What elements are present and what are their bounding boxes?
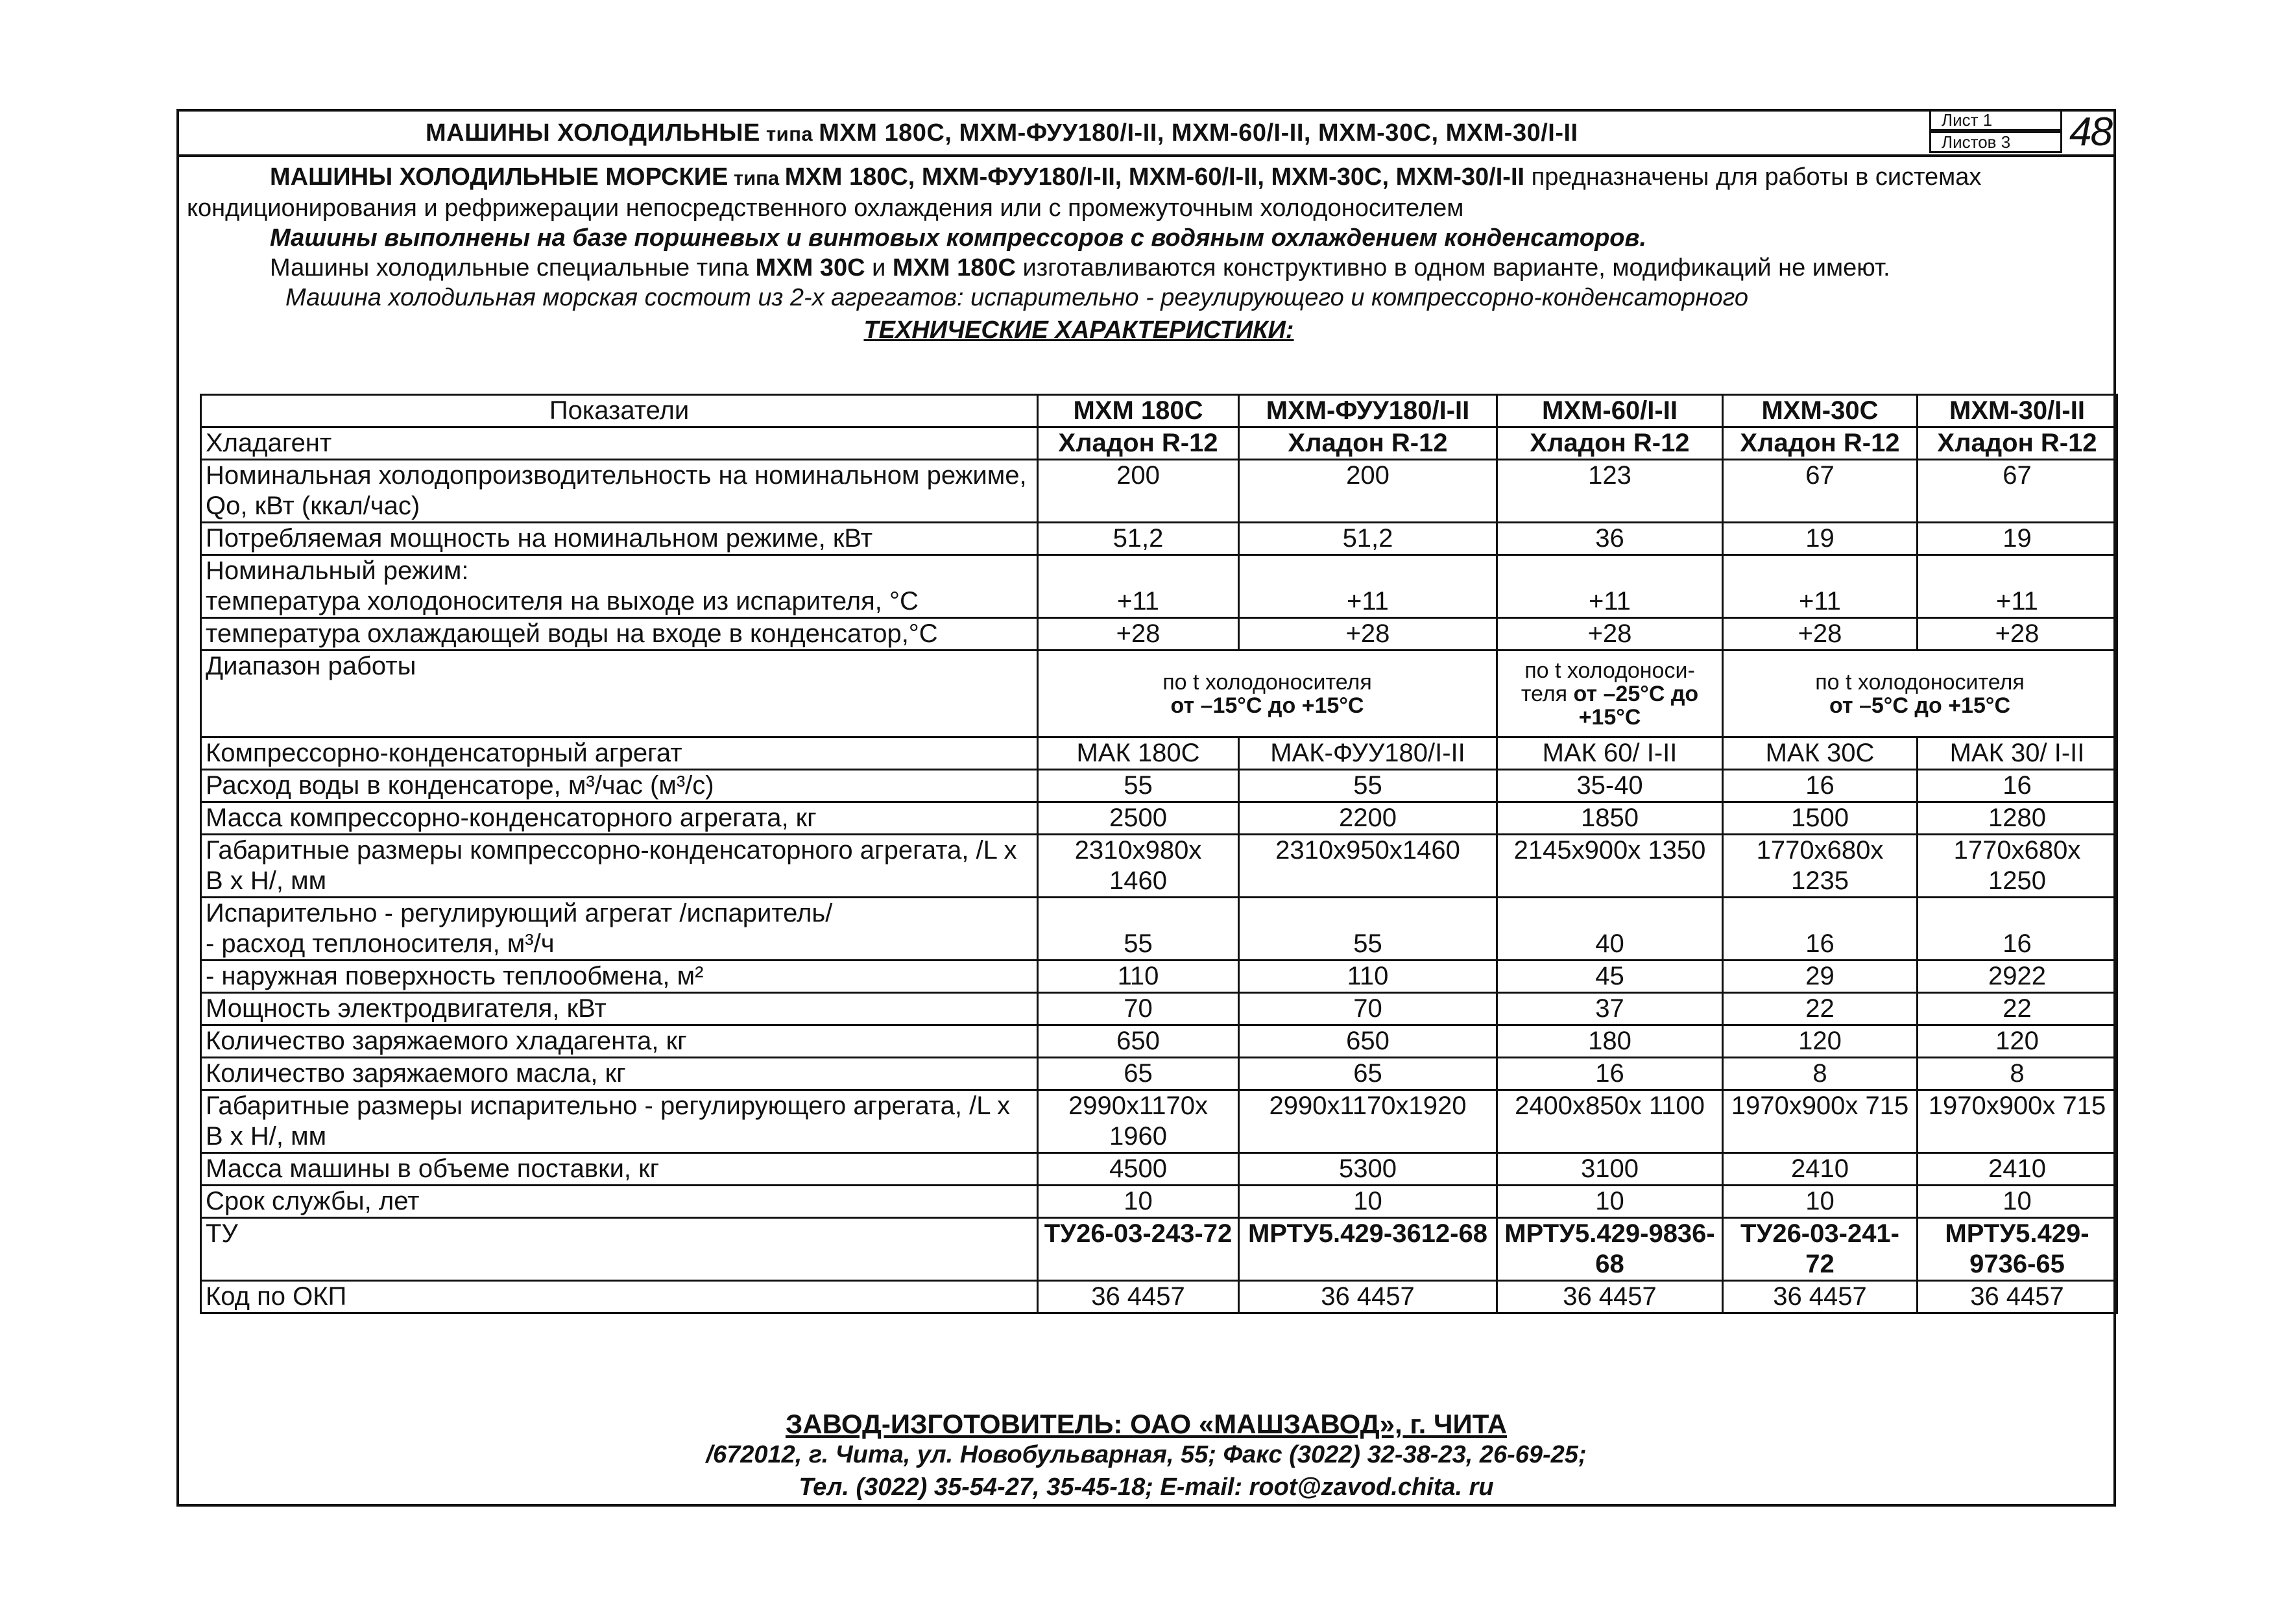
cell: 1770x680x 1250 <box>1918 835 2117 898</box>
row-label: - наружная поверхность теплообмена, м² <box>201 961 1038 993</box>
cell: 2310x980x 1460 <box>1038 835 1239 898</box>
cell: 2410 <box>1918 1153 2117 1186</box>
cell: +28 <box>1918 618 2117 651</box>
cell: МРТУ5.429-3612-68 <box>1239 1218 1497 1281</box>
cell: 67 <box>1918 460 2117 523</box>
cell: 37 <box>1497 993 1723 1025</box>
header-cell: МХМ-30/І-ІІ <box>1918 395 2117 427</box>
cell: 120 <box>1918 1025 2117 1058</box>
cell: 22 <box>1723 993 1918 1025</box>
cell: 16 <box>1497 1058 1723 1090</box>
cell: 67 <box>1723 460 1918 523</box>
cell: МАК 30С <box>1723 737 1918 770</box>
cell: 2500 <box>1038 802 1239 835</box>
table-header-row <box>201 395 2117 427</box>
table-row <box>201 651 2117 737</box>
cell: 16 <box>1918 898 2117 961</box>
cell: 51,2 <box>1038 523 1239 555</box>
table-row <box>201 835 2117 898</box>
cell: МАК-ФУУ180/І-ІІ <box>1239 737 1497 770</box>
table-row <box>201 1025 2117 1058</box>
row-label: Код по ОКП <box>201 1281 1038 1313</box>
table-row <box>201 1058 2117 1090</box>
cell: 36 4457 <box>1239 1281 1497 1313</box>
cell: 19 <box>1723 523 1918 555</box>
cell: +11 <box>1497 555 1723 618</box>
intro-paragraph-3: Машины холодильные специальные типа МХМ 30С и МХМ 180С изготавливаются конструктивно в одном варианте, модификаций не имеют. <box>270 254 1890 281</box>
intro-paragraph-4: Машина холодильная морская состоит из 2-х агрегатов: испарительно - регулирующего и компрессорно-конденсаторного <box>285 284 1749 311</box>
cell: +11 <box>1918 555 2117 618</box>
row-label: Масса компрессорно-конденсаторного агрегата, кг <box>201 802 1038 835</box>
cell: 16 <box>1723 898 1918 961</box>
cell: 2145x900x 1350 <box>1497 835 1723 898</box>
table-row <box>201 993 2117 1025</box>
cell: 5300 <box>1239 1153 1497 1186</box>
header-cell: МХМ-30С <box>1723 395 1918 427</box>
table-row <box>201 802 2117 835</box>
cell: МАК 30/ І-ІІ <box>1918 737 2117 770</box>
row-label: Испарительно - регулирующий агрегат /испаритель/ - расход теплоносителя, м³/ч <box>201 898 1038 961</box>
row-label: ТУ <box>201 1218 1038 1281</box>
cell: 36 4457 <box>1723 1281 1918 1313</box>
document-frame <box>176 109 2116 1507</box>
header-cell: Показатели <box>201 395 1038 427</box>
cell: 45 <box>1497 961 1723 993</box>
cell: 40 <box>1497 898 1723 961</box>
cell: МРТУ5.429-9836-68 <box>1497 1218 1723 1281</box>
row-label: температура охлаждающей воды на входе в конденсатор,°С <box>201 618 1038 651</box>
cell: 1280 <box>1918 802 2117 835</box>
sheet-box <box>1929 108 2065 154</box>
sheet-label: Лист 1 <box>1929 109 2062 131</box>
row-label: Компрессорно-конденсаторный агрегат <box>201 737 1038 770</box>
cell: +28 <box>1497 618 1723 651</box>
cell: 36 <box>1497 523 1723 555</box>
row-label: Срок службы, лет <box>201 1186 1038 1218</box>
cell: 110 <box>1239 961 1497 993</box>
cell: 10 <box>1239 1186 1497 1218</box>
cell: 123 <box>1497 460 1723 523</box>
cell: 2200 <box>1239 802 1497 835</box>
cell: +28 <box>1723 618 1918 651</box>
cell: 55 <box>1038 770 1239 802</box>
cell: 55 <box>1239 898 1497 961</box>
cell: Хладон R-12 <box>1918 427 2117 460</box>
cell: 1970x900x 715 <box>1723 1090 1918 1153</box>
cell: 10 <box>1038 1186 1239 1218</box>
cell: 2310x950x1460 <box>1239 835 1497 898</box>
cell: 200 <box>1239 460 1497 523</box>
cell: ТУ26-03-243-72 <box>1038 1218 1239 1281</box>
table-row <box>201 898 2117 961</box>
cell: +11 <box>1723 555 1918 618</box>
cell: 65 <box>1038 1058 1239 1090</box>
row-label: Диапазон работы <box>201 651 1038 737</box>
cell: Хладон R-12 <box>1239 427 1497 460</box>
header-cell: МХМ 180С <box>1038 395 1239 427</box>
cell: по t холодоносителя от –5°С до +15°С <box>1723 651 2117 737</box>
cell: Хладон R-12 <box>1723 427 1918 460</box>
cell: 180 <box>1497 1025 1723 1058</box>
manufacturer-line: ЗАВОД-ИЗГОТОВИТЕЛЬ: ОАО «МАШЗАВОД», г. ЧИТА <box>785 1409 1508 1439</box>
table-row <box>201 460 2117 523</box>
cell: МАК 60/ І-ІІ <box>1497 737 1723 770</box>
title-bar <box>179 112 2113 157</box>
cell: 2990x1170x1920 <box>1239 1090 1497 1153</box>
cell: 55 <box>1038 898 1239 961</box>
cell: 200 <box>1038 460 1239 523</box>
row-label: Хладагент <box>201 427 1038 460</box>
cell: 110 <box>1038 961 1239 993</box>
cell: 120 <box>1723 1025 1918 1058</box>
row-label: Количество заряжаемого хладагента, кг <box>201 1025 1038 1058</box>
cell: 22 <box>1918 993 2117 1025</box>
cell: 1970x900x 715 <box>1918 1090 2117 1153</box>
row-label: Количество заряжаемого масла, кг <box>201 1058 1038 1090</box>
cell: +28 <box>1239 618 1497 651</box>
row-label: Мощность электродвигателя, кВт <box>201 993 1038 1025</box>
cell: 70 <box>1038 993 1239 1025</box>
row-label: Номинальный режим: температура холодоносителя на выходе из испарителя, °С <box>201 555 1038 618</box>
row-label: Потребляемая мощность на номинальном режиме, кВт <box>201 523 1038 555</box>
row-label: Габаритные размеры компрессорно-конденсаторного агрегата, /L x B x H/, мм <box>201 835 1038 898</box>
cell: 16 <box>1723 770 1918 802</box>
cell: 36 4457 <box>1038 1281 1239 1313</box>
cell: +11 <box>1038 555 1239 618</box>
cell: 29 <box>1723 961 1918 993</box>
cell: 2410 <box>1723 1153 1918 1186</box>
cell: Хладон R-12 <box>1038 427 1239 460</box>
cell: 70 <box>1239 993 1497 1025</box>
table-row <box>201 1153 2117 1186</box>
document-title: МАШИНЫ ХОЛОДИЛЬНЫЕ типа МХМ 180С, МХМ-ФУУ180/І-ІІ, МХМ-60/І-ІІ, МХМ-30С, МХМ-30/І-ІІ <box>426 119 1578 147</box>
intro-text <box>187 162 2107 345</box>
specifications-table <box>200 394 2118 1314</box>
cell: 10 <box>1918 1186 2117 1218</box>
cell: 55 <box>1239 770 1497 802</box>
cell: 650 <box>1038 1025 1239 1058</box>
intro-paragraph-2: Машины выполнены на базе поршневых и винтовых компрессоров с водяным охлаждением конденсаторов. <box>270 224 1647 252</box>
cell: 4500 <box>1038 1153 1239 1186</box>
table-row <box>201 618 2117 651</box>
cell: 36 4457 <box>1497 1281 1723 1313</box>
contacts-line: Тел. (3022) 35-54-27, 35-45-18; E-mail: root@zavod.chita. ru <box>799 1474 1494 1501</box>
cell: 35-40 <box>1497 770 1723 802</box>
cell: 2400x850x 1100 <box>1497 1090 1723 1153</box>
intro-paragraph-1: МАШИНЫ ХОЛОДИЛЬНЫЕ МОРСКИЕ типа МХМ 180С, МХМ-ФУУ180/І-ІІ, МХМ-60/І-ІІ, МХМ-30С, МХМ-30/І-ІІ предназначены для работы в системах кондиционирования и рефрижерации непосредственного охлаждения или с промежуточным холодоносителем <box>187 163 1982 222</box>
address-line: /672012, г. Чита, ул. Новобульварная, 55; Факс (3022) 32-38-23, 26-69-25; <box>706 1441 1587 1468</box>
page-number: 48 <box>2069 110 2112 154</box>
cell: МРТУ5.429-9736-65 <box>1918 1218 2117 1281</box>
section-heading: ТЕХНИЧЕСКИЕ ХАРАКТЕРИСТИКИ: <box>863 316 1294 344</box>
table-row <box>201 770 2117 802</box>
cell: 16 <box>1918 770 2117 802</box>
cell: 2922 <box>1918 961 2117 993</box>
cell: +11 <box>1239 555 1497 618</box>
table-row <box>201 555 2117 618</box>
table-row <box>201 1186 2117 1218</box>
cell: 10 <box>1497 1186 1723 1218</box>
cell: 8 <box>1723 1058 1918 1090</box>
table-row <box>201 427 2117 460</box>
header-cell: МХМ-60/І-ІІ <box>1497 395 1723 427</box>
cell: +28 <box>1038 618 1239 651</box>
cell: 8 <box>1918 1058 2117 1090</box>
cell: по t холодоносителя от –15°С до +15°С <box>1038 651 1497 737</box>
cell: 650 <box>1239 1025 1497 1058</box>
cell: 36 4457 <box>1918 1281 2117 1313</box>
row-label: Масса машины в объеме поставки, кг <box>201 1153 1038 1186</box>
table-row <box>201 961 2117 993</box>
cell: 10 <box>1723 1186 1918 1218</box>
cell: 3100 <box>1497 1153 1723 1186</box>
cell: 1500 <box>1723 802 1918 835</box>
cell: 2990x1170x 1960 <box>1038 1090 1239 1153</box>
cell: 1770x680x 1235 <box>1723 835 1918 898</box>
cell: 19 <box>1918 523 2117 555</box>
table-row <box>201 737 2117 770</box>
header-cell: МХМ-ФУУ180/І-ІІ <box>1239 395 1497 427</box>
table-row <box>201 523 2117 555</box>
cell: 1850 <box>1497 802 1723 835</box>
table-row <box>201 1281 2117 1313</box>
table-row <box>201 1218 2117 1281</box>
row-label: Расход воды в конденсаторе, м³/час (м³/с) <box>201 770 1038 802</box>
row-label: Номинальная холодопроизводительность на номинальном режиме, Qo, кВт (ккал/час) <box>201 460 1038 523</box>
table-row <box>201 1090 2117 1153</box>
cell: по t холодоноси- теля от –25°С до +15°С <box>1497 651 1723 737</box>
cell: 51,2 <box>1239 523 1497 555</box>
cell: МАК 180С <box>1038 737 1239 770</box>
cell: 65 <box>1239 1058 1497 1090</box>
cell: Хладон R-12 <box>1497 427 1723 460</box>
row-label: Габаритные размеры испарительно - регулирующего агрегата, /L x B x H/, мм <box>201 1090 1038 1153</box>
sheets-count-label: Листов 3 <box>1929 131 2062 153</box>
cell: ТУ26-03-241-72 <box>1723 1218 1918 1281</box>
